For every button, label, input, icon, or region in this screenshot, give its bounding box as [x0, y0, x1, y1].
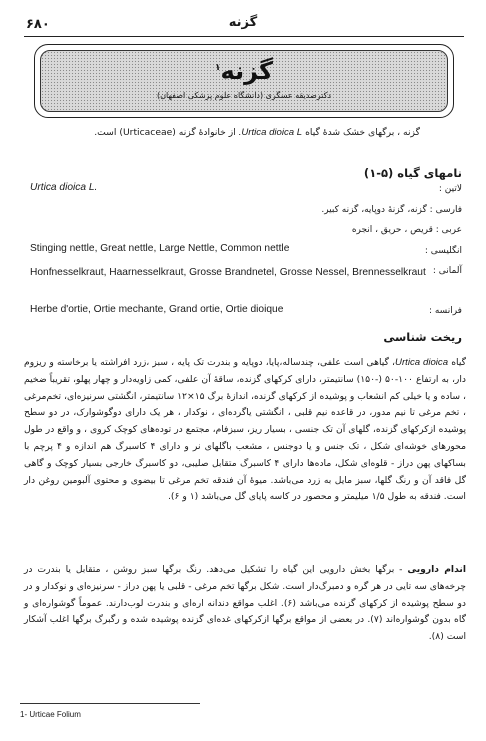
french-label: فرانسه : — [428, 306, 462, 316]
intro-before: گزنه ، برگهای خشک شدهٔ گیاه — [302, 127, 420, 138]
article-author: دکترصدیقه عسگری (دانشگاه علوم پزشکی اصفهان) — [157, 91, 331, 100]
latin-value: Urtica dioica L. — [30, 182, 98, 193]
article-title-text: گزنه — [220, 57, 273, 85]
para2-body: - برگها بخش دارویی این گیاه را تشکیل می‌دهد. رنگ برگها سبز روشن ، متقابل یا بندرت در چرخه‌های سه تایی در هر گره و دمبرگ‌دار است. شکل برگها تخم مرغی - قلبی یا پهن دراز - سرنیزه‌ای و نوکدار و در دو سطح پوشیده از کرکهای گزنده می‌باشد (۶). اغلب مواقع دندانه اره‌ای و بندرت لوب‌دارند. عموماً گوشواره‌ای و گاه بدون گوشواره‌اند (۷). در بعضی از مواقع برگها ازکرکهای غده‌ای گزنده پوشیده شده و رگبرگ برگها اغلب آشکار است (۸). — [24, 564, 467, 643]
para1-body: ، گیاهی است علفی، چندساله،پایا، دوپایه و بندرت تک پایه ، سبز ،زرد افراشته یا برخاسته و ریزوم دار، به ارتفاع ۱۰۰-۵۰ (-۱۵۰) سانتیمتر، دارای کرکهای گزنده، ساقهٔ آن علفی، کمی زاویه‌دار و چهار پهلو، تقریباً ضخیم ، ساده و یا خیلی کم انشعاب و پوشیده از کرکهای گزنده، اندازهٔ برگ ۱۵×۱۲ سانتیمتر، انگشتی سرنیزه‌ای، تخم‌مرغی ، تخم مرغی تا نیم مدور، در قاعده نیم قلبی ، انگشتی یاگرده‌ای ، نوکدار ، هر یک دارای دوگوشوارک، در دو سطح پوشیده ازکرکهای گزنده، گلهای آن تک جنسی ، بسیار ریز، سبزفام، مجتمع در توده‌های کوچک کروی ، و واقع در طول محورهای خوشه‌ای شکل ، تک جنس و یا دوجنس ، مشعب باگلهای نر و دارای ۴ کاسبرگ هم اندازه و ۴ پرچم با بساکهای پهن دراز - قلوه‌ای شکل، ماده‌ها دارای ۴ کاسبرگ متقابل صلیبی، دو کاسبرگ خارجی بسیار کوچک و گاهی گل فاقد آن و رنگ گلها، سبز مایل به زرد می‌باشد. میوهٔ آن فندقه تخم مرغی تا بیضوی و محتوی آلبومین روغن دار است. فندقه به طول ۱/۵ میلیمتر و محصور در کاسه پایای گل می‌باشد (۱ و ۶). — [24, 357, 466, 503]
morphology-paragraph — [24, 355, 466, 506]
footnote: 1- Urticae Folium — [20, 710, 81, 719]
drug-part-paragraph — [24, 562, 466, 646]
running-title: گزنه — [228, 15, 258, 30]
intro-after: از خانوادهٔ گزنه (Urticaceae) است. — [94, 127, 239, 138]
names-heading: نامهای گیاه (۵-۱) — [363, 166, 462, 180]
morphology-heading: ریخت شناسی — [383, 330, 462, 344]
intro-latin-name: Urtica dioica L. — [238, 127, 303, 138]
footnote-rule — [20, 703, 200, 704]
article-title — [41, 57, 447, 85]
arabic-names: عربی : قریص ، حریق ، انجره — [351, 225, 462, 235]
para1-latin-name: Urtica dioica — [395, 357, 449, 368]
para2-lead: اندام دارویی — [407, 564, 466, 575]
english-names: Stinging nettle, Great nettle, Large Nettle, Common nettle — [30, 243, 290, 254]
title-banner — [34, 44, 454, 118]
german-label: آلمانی : — [432, 266, 462, 276]
english-label: انگلیسی : — [424, 246, 462, 256]
header-rule — [24, 36, 464, 37]
article-title-footnote-marker: ۱ — [215, 63, 221, 73]
german-names: Honfnesselkraut, Haarnesselkraut, Grosse Brandnetel, Grosse Nessel, Brennesselkraut — [30, 267, 426, 278]
french-names: Herbe d'ortie, Ortie mechante, Grand ortie, Ortie dioique — [30, 304, 284, 315]
farsi-names: فارسی : گزنه، گزنهٔ دوپایه، گزنه کبیر. — [321, 205, 462, 215]
para1-prefix: گیاه — [448, 357, 467, 368]
page-number: ۶۸۰ — [26, 17, 50, 32]
title-banner-inner — [40, 50, 448, 112]
intro-sentence — [20, 125, 420, 140]
latin-label: لاتین : — [438, 184, 462, 194]
